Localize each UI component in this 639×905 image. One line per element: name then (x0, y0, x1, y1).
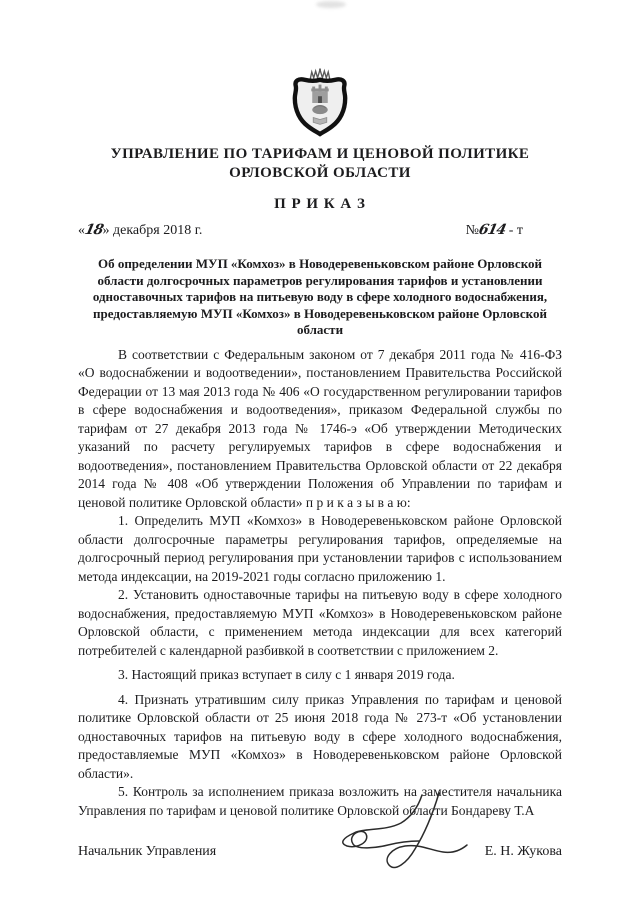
org-name-line2: ОРЛОВСКОЙ ОБЛАСТИ (229, 165, 411, 181)
number-sign: № (465, 223, 479, 238)
signer-name: Е. Н. Жукова (484, 844, 562, 859)
handwritten-day: 18 (83, 222, 105, 238)
order-number-field (466, 222, 523, 239)
date-field (78, 222, 202, 239)
paragraph-item-3: 3. Настоящий приказ вступает в силу с 1 января 2019 года. (118, 667, 455, 682)
doc-title: Об определении МУП «Комхоз» в Новодеревеньковском районе Орловской области долгосрочных параметров регулирования тарифов и установлении одноставочных тарифов на питьевую воду в сфере холодного водоснабжения, предоставляемую МУП «Комхоз» в Новодеревеньковском районе Орловской области (92, 256, 548, 337)
signer-position: Начальник Управления (78, 844, 217, 859)
scan-smudge (316, 1, 346, 8)
paragraph-item-5: 5. Контроль за исполнением приказа возложить на заместителя начальника Управления по тарифам и ценовой политике Орловской области Бондареву Т.А (78, 784, 562, 818)
paragraph-preamble: В соответствии с Федеральным законом от 7 декабря 2011 года № 416-ФЗ «О водоснабжении и водоотведении», постановлением Правительства Российской Федерации от 13 мая 2013 года № 406 «О государственном регулировании тарифов в сфере водоснабжения и водоотведения», приказом Федеральной службы по тарифам от 27 декабря 2013 года № 1746-э «Об утверждении Методических указаний по расчету регулируемых тарифов в сфере водоснабжения и водоотведения», постановлением Правительства Орловской области от 22 декабря 2014 года № 408 «Об утверждении Положения об Управлении по тарифам и ценовой политике Орловской области» п р и к а з ы в а ю: (78, 346, 562, 510)
date-number-row (78, 222, 562, 239)
signature-block (78, 844, 562, 860)
paragraph-item-2: 2. Установить одноставочные тарифы на питьевую воду в сфере холодного водоснабжения, предоставляемую МУП «Комхоз» в Новодеревеньковском районе Орловской области, с применением метода индексации для всех категорий потребителей с календарной разбивкой в соответствии с приложением 2. (78, 587, 562, 658)
handwritten-number: 614 (477, 222, 507, 238)
oryol-oblast-emblem-icon (289, 68, 351, 138)
number-suffix: - т (505, 223, 523, 238)
org-name-line1: УПРАВЛЕНИЕ ПО ТАРИФАМ И ЦЕНОВОЙ ПОЛИТИКЕ (110, 146, 530, 162)
coat-of-arms-icon (78, 68, 562, 138)
date-text: » декабря 2018 г. (102, 223, 203, 238)
org-name (78, 145, 562, 183)
paragraph-item-1: 1. Определить МУП «Комхоз» в Новодеревеньковском районе Орловской области долгосрочные параметры регулирования тарифов, определяемые на долгосрочный период регулирования при установлении тарифов с использованием метода индексации, на 2019-2021 годы согласно приложению 1. (78, 513, 562, 584)
date-open-quote: « (78, 223, 85, 238)
paragraph-item-4: 4. Признать утратившим силу приказ Управления по тарифам и ценовой политике Орловской области от 25 июня 2018 года № 273-т «Об установлении одноставочных тарифов на питьевую воду в сфере холодного водоснабжения, предоставляемые МУП «Комхоз» в Новодеревеньковском районе Орловской области». (78, 691, 562, 781)
doc-type-heading: П Р И К А З (274, 196, 366, 212)
